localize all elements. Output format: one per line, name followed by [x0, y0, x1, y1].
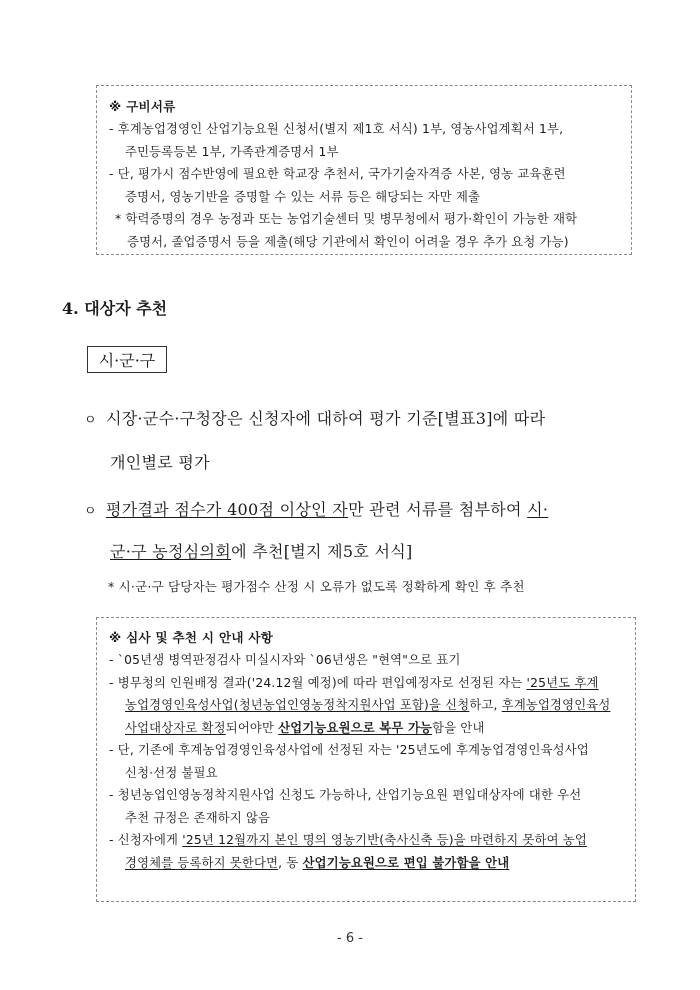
guidance-item-2-underline: 후계농업경영인육성	[501, 698, 611, 712]
section-heading	[62, 296, 167, 319]
guidance-item-5-text: - 신청자에게	[109, 833, 183, 847]
guidance-title: ※ 심사 및 추천 시 안내 사항	[109, 630, 274, 645]
guidance-item-2-underline: 농업경영인육성사업(청년농업인영농정착지원사업 포함)을 신청	[125, 698, 470, 712]
sigungu-subheading-box	[87, 346, 167, 373]
guidance-item-2-text: 함을 안내	[432, 720, 485, 735]
paragraph-2-line-2	[110, 539, 413, 562]
guidance-item-5-underline: 경영체를 등록하지 못한다면	[125, 855, 279, 870]
doc-note-line-2: 증명서, 졸업증명서 등을 제출(해당 기관에서 확인이 어려울 경우 추가 요청 가능)	[127, 234, 569, 249]
guidance-item-2-text: 되어야만	[225, 720, 279, 735]
doc-item-1-line-2: 주민등록등본 1부, 가족관계증명서 1부	[125, 144, 339, 159]
guidance-item-5-bold-underline: 산업기능요원으로 편입 불가함을 안내	[302, 855, 510, 870]
guidance-item-1: - `05년생 병역판정검사 미실시자와 `06년생은 "현역"으로 표기	[109, 653, 461, 667]
paragraph-2-underline-1: 평가결과 점수가 400점 이상인 자	[106, 500, 349, 519]
bullet-circle-icon: ㅇ	[84, 413, 97, 428]
guidance-item-2-line-3	[109, 717, 623, 740]
guidance-item-5-line-2	[109, 852, 623, 875]
guidance-item-2-line-2	[109, 694, 623, 717]
guidance-item-5-underline: '25년 12월까지 본인 명의 영농기반(축사신축 등)을 마련하지 못하여 농업	[182, 833, 587, 847]
required-documents-title: ※ 구비서류	[109, 99, 176, 114]
paragraph-2-underline-2: 시·	[527, 500, 549, 519]
doc-item-1-line-1: - 후계농업경영인 산업기능요원 신청서(별지 제1호 서식) 1부, 영농사업계획서 1부,	[109, 122, 564, 136]
guidance-item-3-line-1: - 단, 기존에 후계농업경영인육성사업에 선정된 자는 '25년도에 후계농업경영인육성사업	[109, 743, 589, 757]
guidance-item-4-line-2: 추천 규정은 존재하지 않음	[125, 810, 271, 825]
guidance-item-3-line-2: 신청·선정 불필요	[125, 765, 218, 780]
required-documents-box	[96, 85, 632, 255]
paragraph-1-text: 시장·군수·구청장은 신청자에 대하여 평가 기준[별표3]에 따라	[106, 409, 546, 428]
page-number: - 6 -	[337, 931, 363, 946]
doc-note-line-1: * 학력증명의 경우 농정과 또는 농업기술센터 및 병무청에서 평가·확인이 가능한 재학	[115, 212, 578, 226]
guidance-item-2-underline: '25년도 후계	[526, 675, 599, 690]
guidance-item-5-text: , 동	[278, 855, 303, 870]
paragraph-1-line-1	[84, 406, 634, 429]
paragraph-2-line-1	[84, 497, 634, 520]
section-number: 4.	[62, 299, 79, 318]
doc-item-2-line-1: - 단, 평가시 점수반영에 필요한 학교장 추천서, 국가기술자격증 사본, 영농 교육훈련	[109, 167, 566, 181]
guidance-item-2-line-1	[109, 672, 623, 695]
guidance-item-2-text: - 병무청의 인원배정 결과('24.12월 예정)에 따라 편입예정자로 선정된 자는	[109, 675, 527, 690]
guidance-item-2-text: 하고,	[469, 698, 502, 712]
paragraph-2-text-1: 만 관련 서류를 첨부하여	[348, 500, 528, 519]
section-title: 대상자 추천	[84, 299, 168, 318]
bullet-circle-icon: ㅇ	[84, 504, 97, 519]
guidance-item-2-bold-underline: 산업기능요원으로 복무 가능	[278, 720, 433, 735]
paragraph-1-line-2: 개인별로 평가	[110, 453, 210, 472]
paragraph-2-text-2: 에 추천[별지 제5호 서식]	[231, 542, 413, 561]
doc-item-2-line-2: 증명서, 영농기반을 증명할 수 있는 서류 등은 해당되는 자만 제출	[125, 189, 481, 204]
guidance-item-4-line-1: - 청년농업인영농정착지원사업 신청도 가능하나, 산업기능요원 편입대상자에 대한 우선	[109, 788, 582, 802]
paragraph-2-note: * 시·군·구 담당자는 평가점수 산정 시 오류가 없도록 정확하게 확인 후 추천	[108, 579, 525, 594]
sigungu-subheading: 시·군·구	[98, 351, 156, 370]
paragraph-2-underline-3: 군·구 농정심의회	[110, 542, 232, 561]
guidance-box	[96, 617, 636, 902]
guidance-item-2-underline: 사업대상자로 확정	[125, 720, 226, 735]
guidance-item-5-line-1	[109, 829, 623, 852]
